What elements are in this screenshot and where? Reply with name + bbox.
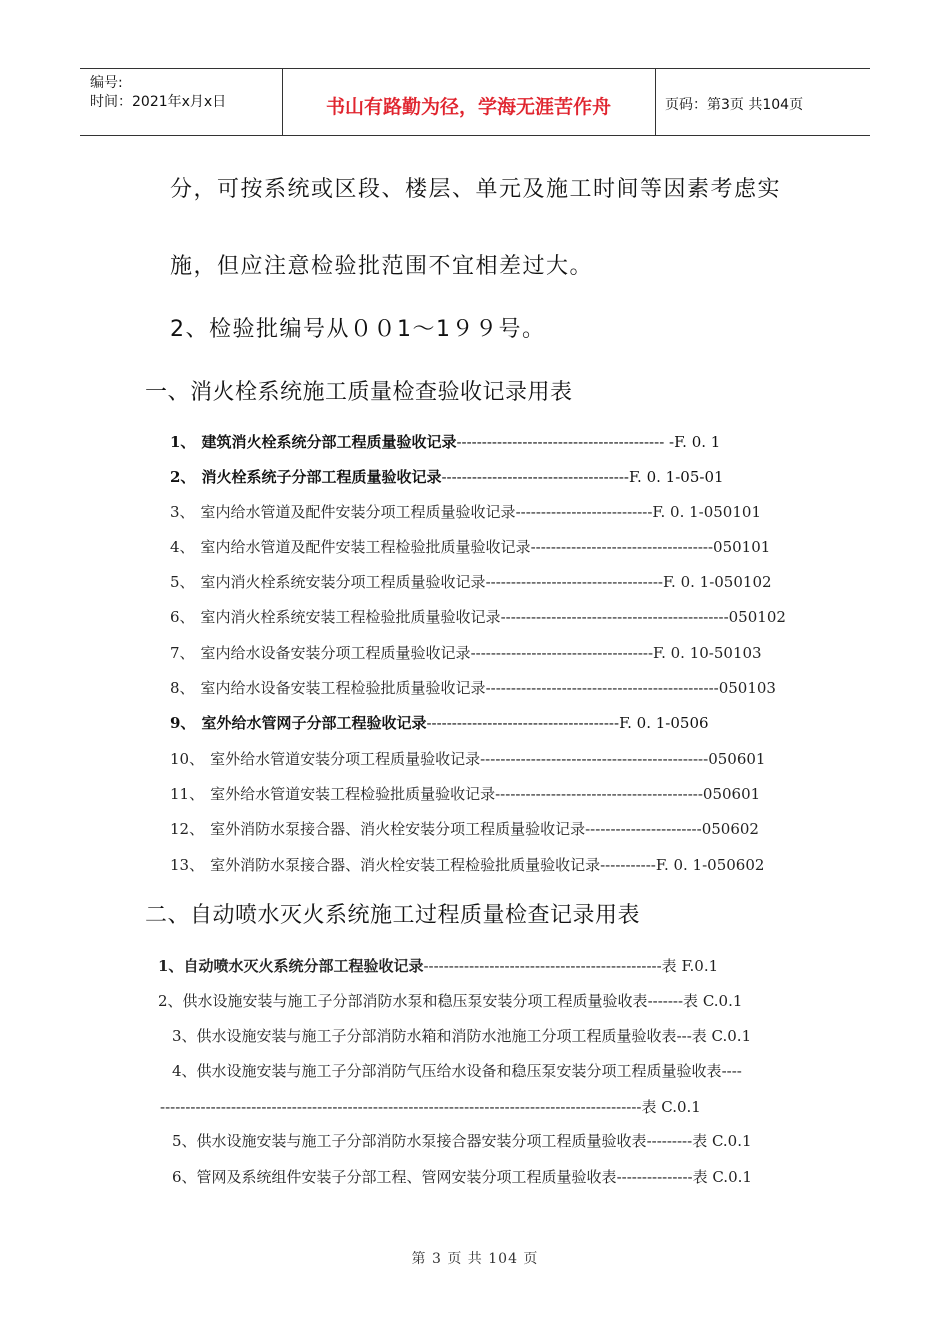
toc-code: 表 C.0.1 xyxy=(691,1027,752,1045)
toc-label: 供水设施安装与施工子分部消防水箱和消防水池施工分项工程质量验收表 xyxy=(196,1027,677,1045)
toc-label: 室外给水管网子分部工程验收记录 xyxy=(201,714,427,732)
section1-item xyxy=(170,642,762,663)
section1-item xyxy=(170,571,772,592)
toc-num: 10、 xyxy=(170,750,205,768)
section1-item xyxy=(170,748,765,769)
section1-item xyxy=(170,712,709,733)
toc-num: 4、 xyxy=(170,538,195,556)
toc-dot-leader: --------------------------------------------- xyxy=(480,750,709,768)
section2-item xyxy=(172,1025,751,1046)
toc-dot-leader: --------------------------------------------- xyxy=(500,608,729,626)
toc-dot-leader: ----------- xyxy=(600,856,656,874)
toc-code: 表 C.0.1 xyxy=(641,1098,701,1116)
section1-item xyxy=(170,606,786,627)
toc-dot-leader: ---- xyxy=(721,1062,742,1080)
toc-code: 050602 xyxy=(701,820,759,838)
toc-label: 管网及系统组件安装子分部工程、管网安装分项工程质量验收表 xyxy=(196,1168,617,1186)
toc-code: -F. 0. 1 xyxy=(664,433,721,451)
section2-item xyxy=(160,1096,701,1117)
toc-label: 供水设施安装与施工子分部消防气压给水设备和稳压泵安装分项工程质量验收表 xyxy=(196,1062,722,1080)
toc-label: 消火栓系统子分部工程质量验收记录 xyxy=(201,468,442,486)
toc-dot-leader: --------------------------- xyxy=(515,503,653,521)
section1-title: 一、消火栓系统施工质量检查验收记录用表 xyxy=(145,380,573,405)
section1-item xyxy=(170,536,770,557)
header-motto: 书山有路勤为径，学海无涯苦作舟 xyxy=(325,96,611,118)
section2-item xyxy=(158,955,718,976)
toc-dot-leader: ----------------------------------------------- xyxy=(423,957,662,975)
toc-num: 7、 xyxy=(170,644,195,662)
header-page-label: 页码：第3页 共104页 xyxy=(665,97,804,113)
toc-dot-leader: --------- xyxy=(646,1132,693,1150)
paragraph-1: 分，可按系统或区段、楼层、单元及施工时间等因素考虑实 xyxy=(170,177,782,202)
paragraph-2: 施，但应注意检验批范围不宜相差过大。 xyxy=(170,254,594,279)
toc-code: F. 0. 1-05-01 xyxy=(628,468,724,486)
toc-label: 供水设施安装与施工子分部消防水泵和稳压泵安装分项工程质量验收表 xyxy=(182,992,648,1010)
toc-num: 5、 xyxy=(170,573,195,591)
toc-num: 2、 xyxy=(170,468,196,486)
toc-code: 050601 xyxy=(702,785,761,803)
toc-label: 室外给水管道安装工程检验批质量验收记录 xyxy=(210,785,496,803)
section1-item xyxy=(170,854,764,875)
toc-code: 050601 xyxy=(708,750,766,768)
toc-code: F. 0. 1-050101 xyxy=(652,503,761,521)
toc-num: 4、 xyxy=(172,1062,197,1080)
header-bottom-rule xyxy=(80,135,870,136)
toc-num: 12、 xyxy=(170,820,205,838)
toc-code: 表 C.0.1 xyxy=(692,1168,752,1186)
toc-num: 2、 xyxy=(158,992,183,1010)
toc-dot-leader: --------------- xyxy=(616,1168,693,1186)
paragraph-3: 2、检验批编号从００1～1９９号。 xyxy=(170,317,546,342)
header-number-label: 编号: xyxy=(90,75,123,91)
toc-dot-leader: -------------------------------------- xyxy=(426,714,620,732)
toc-code: 050102 xyxy=(728,608,786,626)
toc-num: 1、 xyxy=(170,433,196,451)
toc-num: 3、 xyxy=(170,503,195,521)
toc-dot-leader: --- xyxy=(676,1027,692,1045)
toc-label: 供水设施安装与施工子分部消防水泵接合器安装分项工程质量验收表 xyxy=(196,1132,647,1150)
header-divider-right xyxy=(655,68,656,135)
toc-num: 8、 xyxy=(170,679,195,697)
toc-dot-leader: ---------------------------------------------- xyxy=(485,679,719,697)
toc-num: 9、 xyxy=(170,714,196,732)
section2-item xyxy=(172,1166,752,1187)
header-time-label: 时间：2021年x月x日 xyxy=(90,94,227,110)
toc-code: 表 C.0.1 xyxy=(692,1132,752,1150)
section1-item xyxy=(170,677,776,698)
section1-item xyxy=(170,501,761,522)
toc-label: 自动喷水灭火系统分部工程验收记录 xyxy=(183,957,424,975)
toc-code: F. 0. 1-050102 xyxy=(662,573,772,591)
section1-item xyxy=(170,431,720,452)
toc-code: 050103 xyxy=(718,679,776,697)
page-footer: 第 3 页 共 104 页 xyxy=(411,1251,539,1267)
toc-code: 表 F.0.1 xyxy=(661,957,719,975)
toc-label: 建筑消火栓系统分部工程质量验收记录 xyxy=(201,433,457,451)
section1-item xyxy=(170,783,760,804)
section2-item xyxy=(172,1130,752,1151)
toc-label: 室外消防水泵接合器、消火栓安装分项工程质量验收记录 xyxy=(210,820,586,838)
toc-label: 室内消火栓系统安装工程检验批质量验收记录 xyxy=(200,608,501,626)
section2-title: 二、自动喷水灭火系统施工过程质量检查记录用表 xyxy=(145,903,641,928)
section1-item xyxy=(170,466,724,487)
section2-item xyxy=(158,990,742,1011)
toc-num: 6、 xyxy=(170,608,195,626)
toc-dot-leader: ------- xyxy=(647,992,684,1010)
toc-dot-leader: ------------------------------------ xyxy=(530,538,714,556)
header-top-rule xyxy=(80,68,870,69)
toc-dot-leader: ------------------------------------ xyxy=(470,644,654,662)
toc-dot-leader: ----------------------- xyxy=(585,820,702,838)
toc-num: 1、 xyxy=(158,957,184,975)
toc-label: 室内给水设备安装工程检验批质量验收记录 xyxy=(200,679,486,697)
toc-code: F. 0. 1-050602 xyxy=(655,856,765,874)
toc-dot-leader: ----------------------------------- xyxy=(485,573,663,591)
toc-label: 室内给水管道及配件安装工程检验批质量验收记录 xyxy=(200,538,531,556)
toc-num: 6、 xyxy=(172,1168,197,1186)
toc-label: 室外消防水泵接合器、消火栓安装工程检验批质量验收记录 xyxy=(210,856,601,874)
toc-label: 室内消火栓系统安装分项工程质量验收记录 xyxy=(200,573,486,591)
toc-label: 室内给水管道及配件安装分项工程质量验收记录 xyxy=(200,503,516,521)
toc-label: 室外给水管道安装分项工程质量验收记录 xyxy=(210,750,481,768)
toc-dot-leader: ------------------------------------- xyxy=(441,468,629,486)
toc-num: 3、 xyxy=(172,1027,197,1045)
toc-code: F. 0. 1-0506 xyxy=(619,714,709,732)
toc-num: 11、 xyxy=(170,785,205,803)
toc-label: 室内给水设备安装分项工程质量验收记录 xyxy=(200,644,471,662)
toc-dot-leader: ----------------------------------------- xyxy=(456,433,665,451)
toc-dot-leader: ----------------------------------------- xyxy=(495,785,703,803)
toc-dot-leader: ----------------------------------------------------------------------------------------------- xyxy=(160,1098,642,1116)
section1-item xyxy=(170,818,759,839)
section2-item xyxy=(172,1060,742,1081)
toc-num: 5、 xyxy=(172,1132,197,1150)
toc-code: 050101 xyxy=(713,538,771,556)
toc-code: F. 0. 10-50103 xyxy=(653,644,762,662)
toc-num: 13、 xyxy=(170,856,205,874)
toc-code: 表 C.0.1 xyxy=(683,992,743,1010)
